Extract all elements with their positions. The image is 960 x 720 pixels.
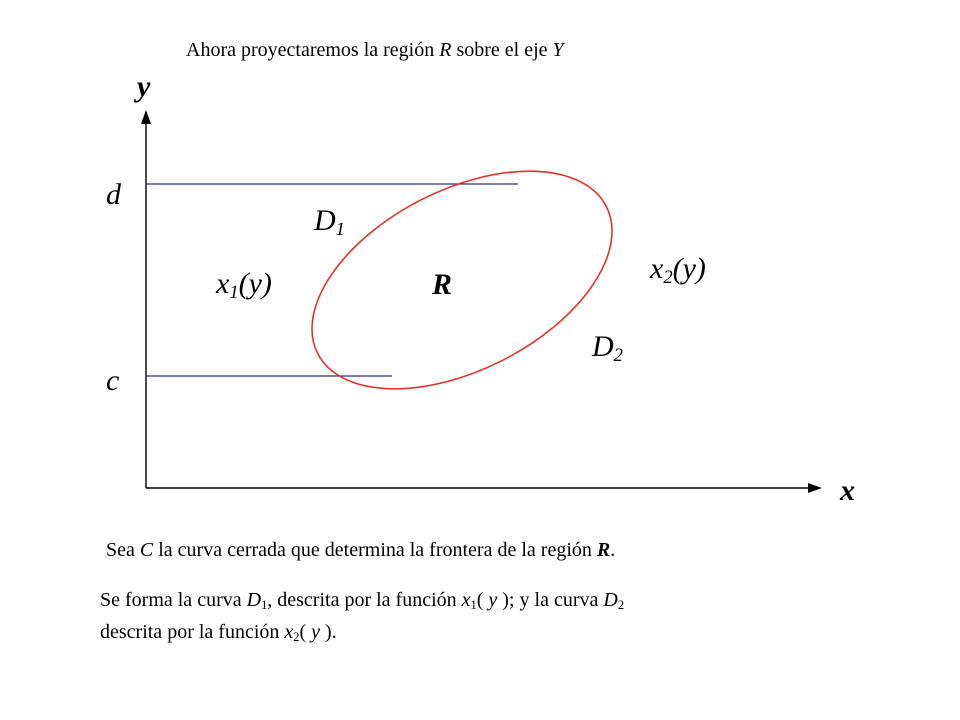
- header-region: R: [439, 39, 452, 61]
- c-label: c: [106, 364, 120, 397]
- caption-curve-c: Sea C la curva cerrada que determina la frontera de la región R.: [106, 539, 616, 561]
- x2-function-label: $x_2(y)$: [650, 252, 706, 289]
- region-boundary-ellipse: [277, 126, 647, 433]
- d-label: d: [106, 178, 121, 211]
- header-mid: sobre el eje: [451, 39, 553, 61]
- d1-label: $D_1$: [314, 204, 345, 241]
- region-label: R: [432, 268, 453, 301]
- y-axis-label: y: [137, 70, 151, 103]
- x1-function-label: $x_1(y)$: [216, 267, 272, 304]
- x-axis-arrow-icon: [808, 483, 822, 493]
- header-text: [186, 40, 564, 60]
- caption-curves-line2: descrita por la función $x_2$( y ).: [100, 621, 337, 645]
- caption-curves-line1: Se forma la curva $D_1$, descrita por la función $x_1$( y ); y la curva $D_2$: [100, 589, 625, 613]
- d2-label: $D_2$: [592, 330, 623, 367]
- header-axis: Y: [552, 39, 564, 61]
- header-pre: Ahora proyectaremos la región: [186, 39, 440, 61]
- x-axis-label: x: [840, 474, 855, 507]
- y-axis-arrow-icon: [141, 110, 151, 124]
